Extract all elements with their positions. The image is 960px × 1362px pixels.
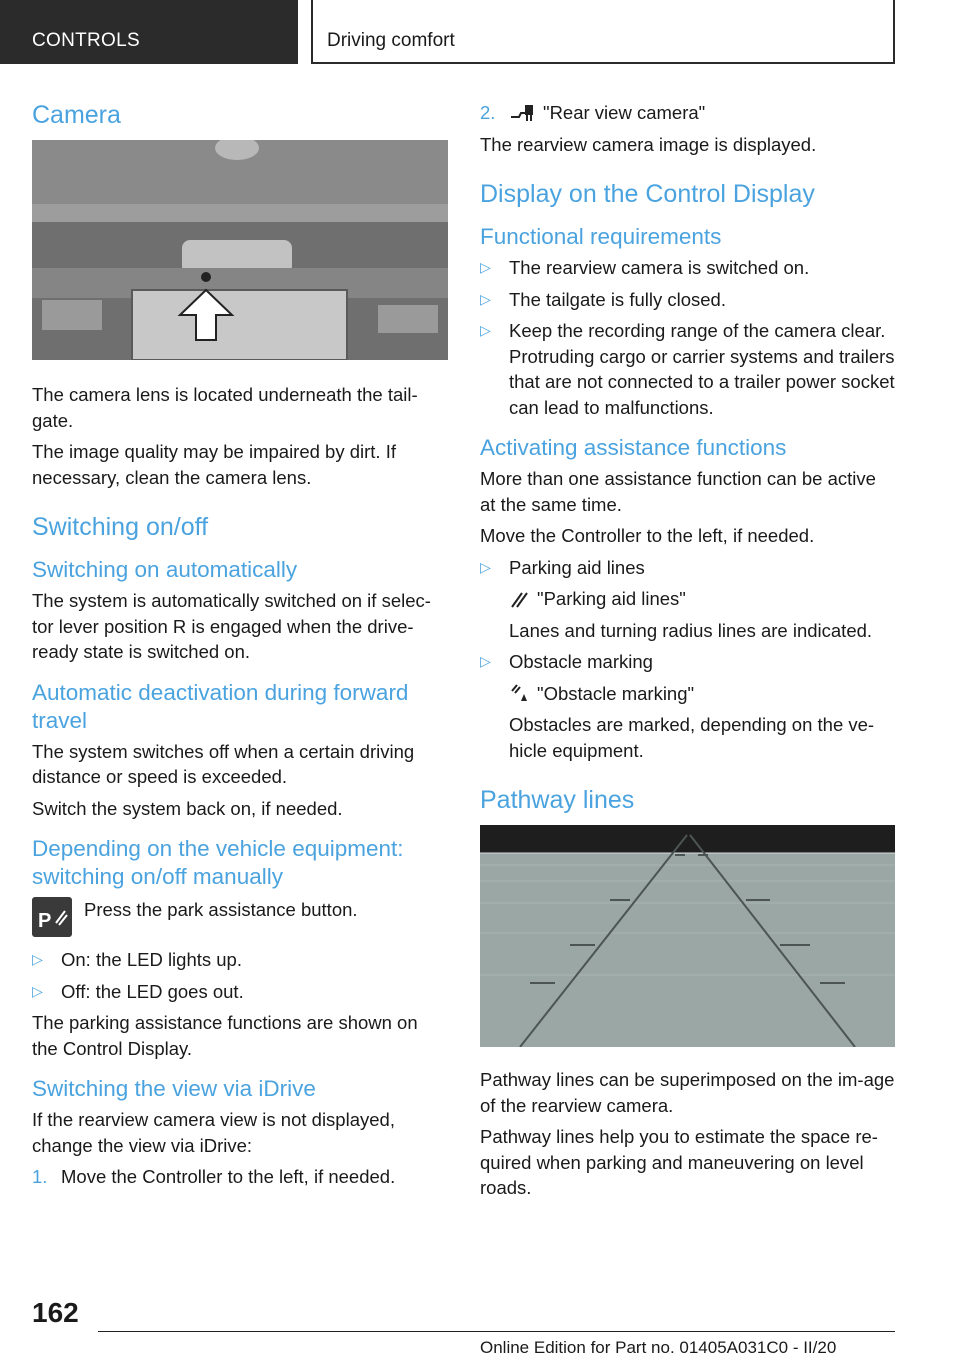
parking-aid-lines-icon <box>509 589 529 609</box>
bullet-icon: ▷ <box>32 951 43 967</box>
bullet-icon: ▷ <box>480 290 491 307</box>
camera-location-image <box>32 140 448 360</box>
list-item: ▷ The rearview camera is switched on. <box>480 255 896 281</box>
list-item: ▷ Parking aid lines "Parking aid lines" Lanes and turning radius lines are indicated. <box>480 556 873 641</box>
step2-paragraph: The rearview camera image is displayed. <box>480 133 817 155</box>
assist-paragraph-1: More than one assistance function can be active at the same time. <box>480 468 876 515</box>
pathway-heading: Pathway lines <box>480 786 635 814</box>
auto-on-paragraph: The system is automatically switched on if selec-tor lever position R is engaged when the drive-ready state is switched on. <box>32 590 431 662</box>
rear-camera-icon <box>509 103 535 123</box>
park-assistance-button-icon <box>32 897 72 937</box>
auto-on-heading: Switching on automatically <box>32 557 298 582</box>
pathway-lines-image <box>480 825 895 1047</box>
camera-paragraph-1: The camera lens is located underneath the tail-gate. <box>32 384 418 431</box>
list-item: ▷ The tailgate is fully closed. <box>480 287 896 313</box>
park-assist-row <box>32 897 448 937</box>
assist-heading: Activating assistance functions <box>480 435 787 460</box>
header-chapter-tab <box>311 0 895 64</box>
led-list <box>32 947 448 1004</box>
header-section: CONTROLS <box>32 30 140 51</box>
header-section-tab <box>0 0 298 64</box>
manual-paragraph: The parking assistance functions are shown on the Control Display. <box>32 1012 418 1059</box>
display-heading: Display on the Control Display <box>480 180 815 208</box>
step-item: 2. "Rear view camera" <box>480 102 706 123</box>
bullet-icon: ▷ <box>480 259 491 275</box>
camera-heading: Camera <box>32 101 121 129</box>
idrive-heading: Switching the view via iDrive <box>32 1076 316 1101</box>
bullet-icon: ▷ <box>480 322 491 338</box>
bullet-icon: ▷ <box>32 982 43 999</box>
pathway-paragraph-2: Pathway lines help you to estimate the space re-quired when parking and maneuvering on level roads. <box>480 1126 878 1198</box>
bullet-icon: ▷ <box>480 558 491 575</box>
bullet-icon: ▷ <box>480 653 491 669</box>
list-item: ▷ Keep the recording range of the camera clear. Protruding cargo or carrier systems and trailers that are not connected to a trailer power socket can lead to malfunctions. <box>480 320 895 418</box>
list-item: ▷ Obstacle marking "Obstacle marking" Obstacles are marked, depending on the ve-hicle equipment. <box>480 651 875 761</box>
park-assist-text: Press the park assistance button. <box>84 899 358 920</box>
idrive-paragraph: If the rearview camera view is not displayed, change the view via iDrive: <box>32 1109 395 1156</box>
func-req-heading: Functional requirements <box>480 224 722 249</box>
page-number: 162 <box>32 1297 79 1328</box>
manual-heading: Depending on the vehicle equipment: switching on/off manually <box>32 836 404 889</box>
right-column <box>480 100 896 1207</box>
edition-text: Online Edition for Part no. 01405A031C0 - II/20 <box>480 1338 837 1357</box>
obstacle-marking-icon <box>509 683 529 703</box>
svg-text:P: P <box>38 910 52 932</box>
step-item: 1. Move the Controller to the left, if needed. <box>32 1166 396 1187</box>
auto-off-paragraph-2: Switch the system back on, if needed. <box>32 797 343 819</box>
pathway-paragraph-1: Pathway lines can be superimposed on the im-age of the rearview camera. <box>480 1069 895 1116</box>
left-column <box>32 100 448 1196</box>
assist-list <box>480 555 896 764</box>
idrive-steps <box>32 1164 448 1190</box>
auto-off-heading: Automatic deactivation during forward travel <box>32 679 409 733</box>
switching-heading: Switching on/off <box>32 513 209 541</box>
idrive-steps-continued <box>480 100 896 126</box>
footer-divider <box>98 1331 895 1332</box>
list-item: ▷ Off: the LED goes out. <box>32 979 448 1005</box>
auto-off-paragraph-1: The system switches off when a certain driving distance or speed is exceeded. <box>32 740 415 787</box>
camera-paragraph-2: The image quality may be impaired by dirt. If necessary, clean the camera lens. <box>32 441 396 488</box>
list-item: ▷ On: the LED lights up. <box>32 947 448 973</box>
header-chapter: Driving comfort <box>327 30 455 51</box>
assist-paragraph-2: Move the Controller to the left, if needed. <box>480 525 815 546</box>
func-req-list <box>480 255 896 420</box>
